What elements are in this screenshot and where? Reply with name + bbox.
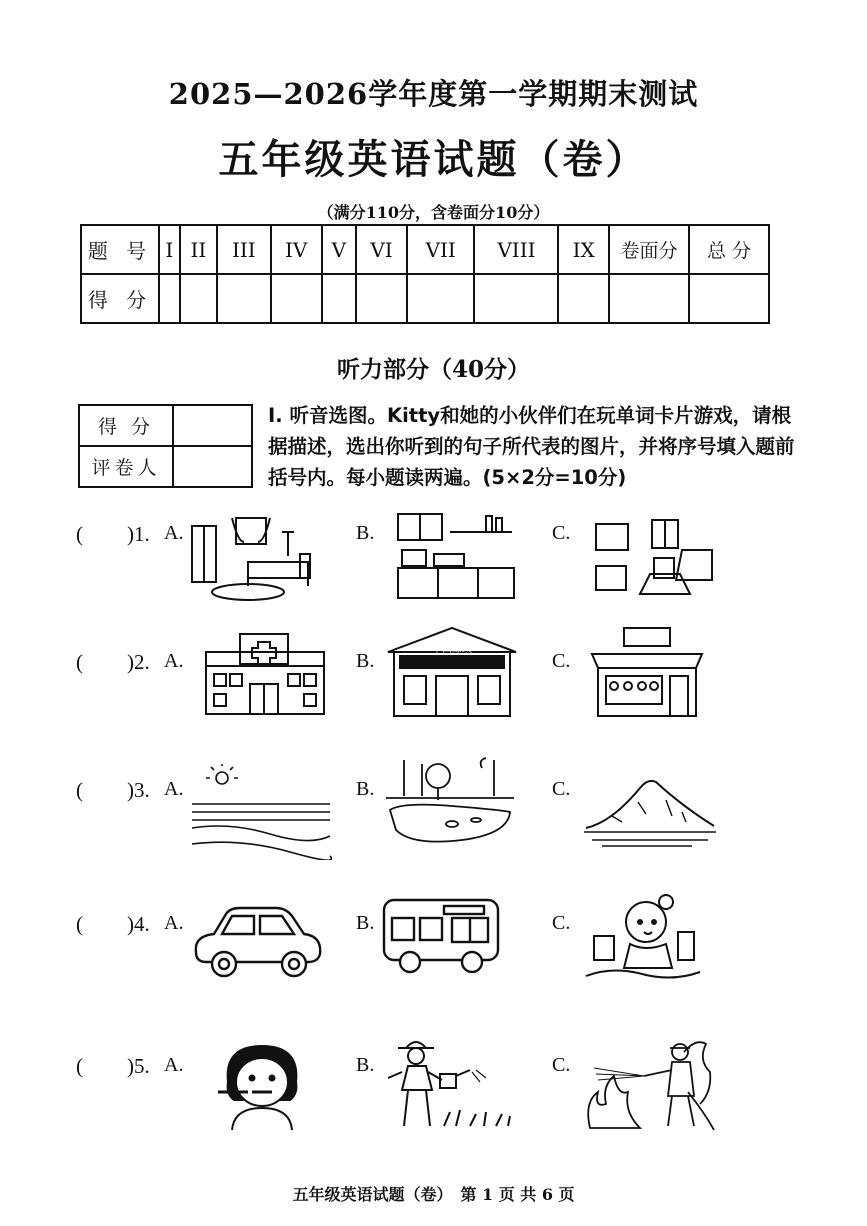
col-8: VIII bbox=[474, 225, 558, 274]
option-label: A. bbox=[164, 778, 184, 800]
section-1-instruction: I. 听音选图。Kitty和她的小伙伴们在玩单词卡片游戏，请根据描述，选出你听到的句子所代表的图片，并将序号填入题前括号内。每小题读两遍。(5×2分=10分) bbox=[268, 404, 795, 489]
living-room-picture bbox=[590, 514, 720, 600]
farmer-watering-picture bbox=[384, 1036, 520, 1132]
option-label: C. bbox=[552, 650, 571, 672]
answer-bracket[interactable]: ( )5. bbox=[76, 1054, 150, 1078]
option-label: C. bbox=[552, 912, 571, 934]
score-cell[interactable] bbox=[474, 274, 558, 323]
grader-score-label: 得 分 bbox=[79, 405, 173, 446]
answer-bracket[interactable]: ( )2. bbox=[76, 650, 150, 674]
option-label: A. bbox=[164, 912, 184, 934]
exam-subject-title: 五年级英语试题（卷） bbox=[218, 136, 649, 183]
score-table-score-row bbox=[81, 274, 769, 323]
option-label: C. bbox=[552, 522, 571, 544]
grader-name-label: 评卷人 bbox=[79, 446, 173, 487]
option-label: B. bbox=[356, 778, 375, 800]
score-cell[interactable] bbox=[217, 274, 271, 323]
grader-name-cell[interactable] bbox=[173, 446, 252, 487]
col-3: III bbox=[217, 225, 271, 274]
col-7: VII bbox=[407, 225, 474, 274]
answer-bracket[interactable]: ( )4. bbox=[76, 912, 150, 936]
lake-picture bbox=[382, 750, 518, 850]
option-label: B. bbox=[356, 912, 375, 934]
option-label: B. bbox=[356, 522, 375, 544]
total-score-note: （满分110分，含卷面分10分） bbox=[317, 203, 550, 222]
score-cell[interactable] bbox=[609, 274, 689, 323]
question-row bbox=[0, 1040, 867, 1160]
question-row bbox=[0, 894, 867, 1014]
score-cell[interactable] bbox=[558, 274, 609, 323]
question-row bbox=[0, 636, 867, 756]
score-cell[interactable] bbox=[356, 274, 407, 323]
col-5: V bbox=[322, 225, 356, 274]
col-2: II bbox=[180, 225, 217, 274]
firefighter-picture bbox=[584, 1032, 718, 1132]
bedroom-picture bbox=[188, 512, 328, 604]
post-office-sign: 中国邮政 bbox=[432, 644, 472, 655]
post-office-picture bbox=[384, 624, 520, 720]
option-label: A. bbox=[164, 650, 184, 672]
score-cell[interactable] bbox=[271, 274, 322, 323]
option-label: C. bbox=[552, 778, 571, 800]
exam-year-title: 2025—2026学年度第一学期期末测试 bbox=[168, 77, 699, 111]
score-cell[interactable] bbox=[180, 274, 217, 323]
walking-girl-picture bbox=[582, 892, 704, 982]
bus-picture bbox=[380, 896, 502, 978]
mountain-picture bbox=[582, 772, 718, 850]
kitchen-picture bbox=[394, 510, 518, 602]
option-label: C. bbox=[552, 1054, 571, 1076]
score-cell[interactable] bbox=[407, 274, 474, 323]
col-neatness: 卷面分 bbox=[609, 225, 689, 274]
brushing-teeth-picture bbox=[214, 1042, 310, 1134]
col-1: I bbox=[159, 225, 180, 274]
answer-bracket[interactable]: ( )3. bbox=[76, 778, 150, 802]
col-total: 总 分 bbox=[689, 225, 769, 274]
grader-table bbox=[78, 404, 253, 488]
grader-score-cell[interactable] bbox=[173, 405, 252, 446]
hospital-picture bbox=[200, 630, 330, 718]
question-number-label: 题 号 bbox=[81, 225, 159, 274]
beach-picture bbox=[190, 764, 332, 860]
car-picture bbox=[190, 900, 324, 984]
listening-section-title: 听力部分（40分） bbox=[336, 356, 530, 383]
option-label: B. bbox=[356, 1054, 375, 1076]
score-cell[interactable] bbox=[159, 274, 180, 323]
col-9: IX bbox=[558, 225, 609, 274]
col-4: IV bbox=[271, 225, 322, 274]
page-footer: 五年级英语试题（卷） 第 1 页 共 6 页 bbox=[292, 1185, 575, 1204]
score-cell[interactable] bbox=[322, 274, 356, 323]
flower-shop-picture bbox=[584, 624, 710, 720]
col-6: VI bbox=[356, 225, 407, 274]
score-cell[interactable] bbox=[689, 274, 769, 323]
option-label: B. bbox=[356, 650, 375, 672]
option-label: A. bbox=[164, 1054, 184, 1076]
score-table bbox=[80, 224, 770, 324]
question-row bbox=[0, 764, 867, 884]
score-label: 得 分 bbox=[81, 274, 159, 323]
score-table-header-row bbox=[81, 225, 769, 274]
option-label: A. bbox=[164, 522, 184, 544]
question-row bbox=[0, 508, 867, 628]
answer-bracket[interactable]: ( )1. bbox=[76, 522, 150, 546]
